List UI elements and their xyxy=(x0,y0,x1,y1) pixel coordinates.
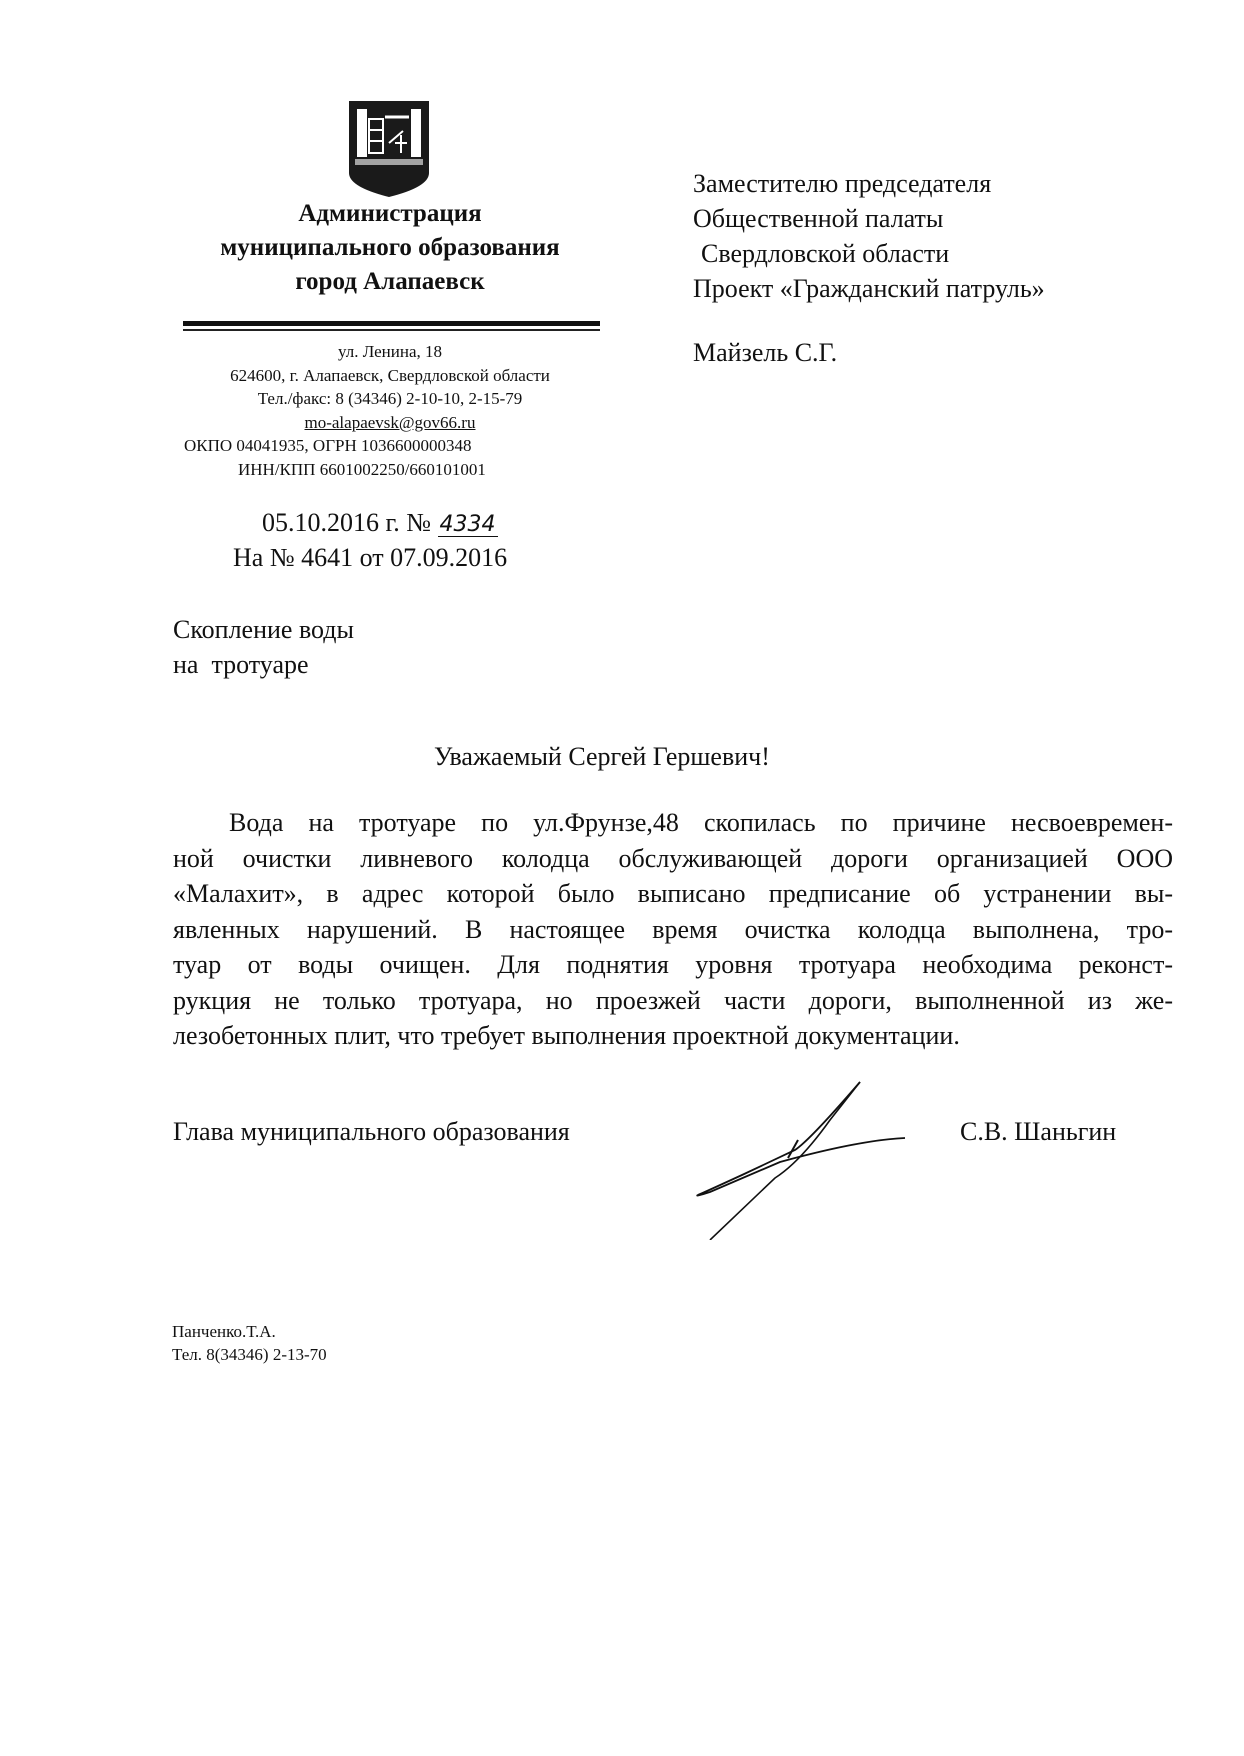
letterhead-divider-thin xyxy=(183,329,600,331)
body-line: «Малахит», в адрес которой было выписано предписание об устранении вы- xyxy=(173,879,1173,908)
body-line: Вода на тротуаре по ул.Фрунзе,48 скопилась по причине несвоевремен- xyxy=(229,808,1173,837)
outgoing-number-handwritten: 4334 xyxy=(439,512,496,537)
org-line-3: город Алапаевск xyxy=(295,268,485,295)
executor-block xyxy=(172,1320,327,1366)
org-contacts xyxy=(170,340,610,481)
org-okpo-ogrn: ОКПО 04041935, ОГРН 1036600000348 xyxy=(184,436,472,455)
letterhead-divider-thick xyxy=(183,321,600,326)
recipient-line-2: Общественной палаты xyxy=(693,204,944,233)
org-street: ул. Ленина, 18 xyxy=(337,342,443,361)
outgoing-registration xyxy=(262,508,498,538)
body-line: явленных нарушений. В настоящее время очистка колодца выполнена, тро- xyxy=(173,914,1173,944)
greeting: Уважаемый Сергей Гершевич! xyxy=(434,742,770,771)
letter-subject xyxy=(173,612,354,682)
signatory-title: Глава муниципального образования xyxy=(173,1117,570,1146)
body-line: лезобетонных плит, что требует выполнения проектной документации. xyxy=(173,1021,960,1050)
letter-body xyxy=(173,805,1173,1054)
recipient-line-4: Проект «Гражданский патруль» xyxy=(693,274,1045,303)
recipient-line-1: Заместителю председателя xyxy=(693,169,992,198)
executor-name: Панченко.Т.А. xyxy=(172,1322,276,1341)
body-line: ной очистки ливневого колодца обслуживающей дороги организацией ООО xyxy=(173,843,1173,873)
outgoing-date: 05.10.2016 г. № xyxy=(262,508,432,537)
coat-of-arms-icon xyxy=(345,95,433,199)
recipient-name: Майзель С.Г. xyxy=(693,338,838,367)
org-inn-kpp: ИНН/КПП 6601002250/660101001 xyxy=(238,459,486,479)
recipient-line-3: Свердловской области xyxy=(701,239,950,268)
org-line-2: муниципального образования xyxy=(220,234,560,261)
org-city: 624600, г. Алапаевск, Свердловской области xyxy=(230,365,550,385)
org-line-1: Администрация xyxy=(298,200,482,227)
org-email-link[interactable]: mo-alapaevsk@gov66.ru xyxy=(304,412,476,432)
handwritten-signature-icon xyxy=(680,1070,910,1240)
reply-reference: На № 4641 от 07.09.2016 xyxy=(233,543,508,572)
org-phone: Тел./факс: 8 (34346) 2-10-10, 2-15-79 xyxy=(257,389,523,408)
signatory-name: С.В. Шаньгин xyxy=(960,1117,1117,1146)
body-line: рукция не только тротуара, но проезжей части дороги, выполненной из же- xyxy=(173,985,1173,1015)
recipient-block xyxy=(693,166,1045,306)
subject-line-2: на тротуаре xyxy=(173,650,309,679)
subject-line-1: Скопление воды xyxy=(173,615,354,644)
executor-phone: Тел. 8(34346) 2-13-70 xyxy=(172,1345,327,1364)
body-line: туар от воды очищен. Для поднятия уровня тротуара необходима реконст- xyxy=(173,950,1173,979)
organization-name xyxy=(170,197,610,299)
